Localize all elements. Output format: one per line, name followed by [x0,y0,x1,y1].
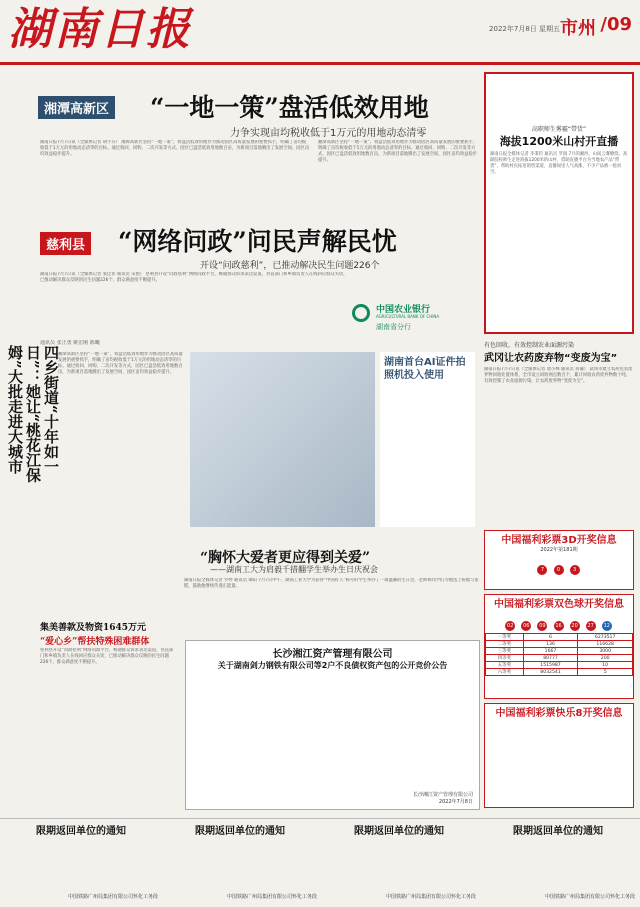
ssq-red-ball: 27 [587,623,594,629]
issue-date: 2022年7月8日 星期五 [489,25,560,33]
juvenile-body [184,578,479,638]
cili-body [40,272,350,320]
asset-notice [185,640,480,810]
xiangtan-text: 湘潭高新区坚持“一地一策”，将盘活低效用地作为推动园区高质量发展的重要抓手，明确了亩均税收低于1万元的用地动态清零的目标。通过收回、回购、二次开发等方式，园区已盘活低效用地数百亩，为新项目落地腾出了发展空间，园区亩均效益稳步提升。 [40,140,310,158]
lottery-3d-ball: 3 [570,565,580,575]
cili-title: “网络问政”问民声解民忧 [118,227,397,256]
teachers-box [484,72,634,334]
wugang-byline: 湖南日报7月7日讯（全媒体记者 唐小林 通讯员 蒋谦） [484,367,589,372]
section-name: 市州 [560,18,596,39]
lottery-kl8-title: 中国福利彩票快乐8开奖信息 [495,708,623,719]
table-row: 三等奖 1667 3000 [486,648,633,655]
table-row: 一等奖 6 6273517 [486,634,633,641]
table-row: 六等奖 8032541 5 [486,669,633,676]
notice-title: 限期返回单位的通知 [354,826,444,837]
vertical-byline: 通讯员 张正勇 姚宏刚 陈曦 [40,340,100,346]
notice-signature: 中国铁路广州局集团有限公司怀化工务段 [385,894,476,900]
notice-2 [163,822,317,904]
lottery-ssq-title: 中国福利彩票双色球开奖信息 [494,599,624,610]
cili-text: 慈利县开设“问政慈利”网络问政平台，畅通群众诉求表达渠道，县直部门和乡镇负责人在线回应群众关切，已推动解决群众反映的民生问题226个，群众满意度不断提升。 [40,272,348,284]
lottery-3d [484,530,634,590]
lottery-3d-ball: 7 [537,565,547,575]
teachers-byline: 湖南日报全媒体记者 李秉钧 通讯员 罗润 [490,152,568,157]
cili-subtitle: 开设“问政慈利”，已推动解决民生问题226个 [200,261,380,271]
masthead-logo: 湖南日报 [8,4,192,55]
teachers-body [486,149,632,319]
lottery-ssq [484,594,634,699]
juvenile-title: “胸怀大爱者更应得到关爱” [200,550,371,566]
teachers-title: 海拔1200米山村开直播 [499,135,619,148]
bank-logo-icon [352,304,370,322]
juvenile-byline: 湖南日报全媒体记者 罗婷 通讯员 谭阳 [184,578,257,583]
ssq-red-ball: 20 [571,623,578,629]
bank-ad [352,300,477,340]
notice-4 [481,822,635,904]
bank-name-en: AGRICULTURAL BANK OF CHINA [376,314,440,319]
ssq-blue-ball: 12 [603,623,610,629]
juvenile-text: 7月7日中午，湖南工业大学为获得“中国好人”称号的学生举办了一场温馨的生日会，老师和同学们为他送上祝福与蛋糕，鼓励他继续传递正能量。 [184,578,479,590]
xiangtan-body [40,140,310,188]
page-number: /09 [600,14,632,35]
notice-3 [322,822,476,904]
bank-name: 中国农业银行 [376,305,431,315]
wugang-kicker: 有色回收，有效控制农业面源污染 [484,342,575,349]
xiangtan-title: “一地一策”盘活低效用地 [150,93,429,122]
lottery-3d-title: 中国福利彩票3D开奖信息 [501,535,617,546]
ssq-red-ball: 06 [523,623,530,629]
xiangtan-byline: 湖南日报7月7日讯（全媒体记者 胡宇芬） [40,140,120,145]
bank-branch: 湖南省分行 [376,323,411,331]
loudi-title: 集美善款及物资1645万元 [40,623,147,633]
asset-notice-title: 长沙湘江资产管理有限公司 [272,649,393,660]
cili-byline: 湖南日报7月7日讯（全媒体记者 张佳伟 通讯员 宋艳） [40,272,145,277]
loudi-body: 慈利县开设“问政慈利”网络问政平台，畅通群众诉求表达渠道，县直部门和乡镇负责人在线回应群众关切，已推动解决群众反映的民生问题226个，群众满意度不断提升。 [40,648,174,666]
lottery-ssq-numbers [485,612,633,631]
notice-signature: 中国铁路广州局集团有限公司怀化工务段 [226,894,317,900]
ssq-red-ball: 02 [507,623,514,629]
table-row: 四等奖 80777 200 [486,655,633,662]
wugang-text: 武冈市建立农药包装废弃物回收处置体系，全市设立回收网点数百个，累计回收农药废弃物数十吨，有效控制了农业面源污染，让农药废弃物“变废为宝”。 [484,367,633,385]
asset-notice-subtitle: 关于湖南剑力钢铁有限公司等2户不良债权资产包的公开竞价公告 [217,661,448,670]
table-row: 二等奖 136 116628 [486,641,633,648]
xiangtan-subtitle: 力争实现亩均税收低于1万元的用地动态清零 [230,128,427,139]
notice-title: 限期返回单位的通知 [36,826,126,837]
lottery-3d-issue: 2022年第181期 [540,547,578,553]
section-tag-xiangtan: 湘潭高新区 [38,96,115,119]
ssq-prize-table [485,633,633,676]
notice-1 [4,822,158,904]
wugang-title: 武冈让农药废弃物“变废为宝” [484,353,618,364]
notices-divider [0,818,640,819]
juvenile-subtitle: ——湖南工大为肩毅千措翻学生举办生日庆祝会 [210,565,378,574]
vertical-article-body: 湘潭高新区坚持“一地一策”，将盘活低效用地作为推动园区高质量发展的重要抓手，明确了亩均税收低于1万元的用地动态清零的目标。通过收回、回购、二次开发等方式，园区已盘活低效用地数百亩，为新项目落地腾出了发展空间，园区亩均效益稳步提升。 [58,352,183,376]
asset-notice-signature: 长沙湘江资产管理有限公司 2022年7月8日 [412,792,473,805]
lottery-3d-numbers [485,556,633,575]
teachers-kicker: 高职师生雾霾“带货” [531,126,587,133]
notice-title: 限期返回单位的通知 [513,826,603,837]
notice-title: 限期返回单位的通知 [195,826,285,837]
photo-caption-box [380,352,475,527]
ssq-red-ball: 09 [539,623,546,629]
vertical-headline: 四乡街道“十年如一日”：她让“桃花江保姆”大批走进大城市 [6,345,60,483]
ssq-red-ball: 16 [555,623,562,629]
xiangtan-body-col2: 湘潭高新区坚持“一地一策”，将盘活低效用地作为推动园区高质量发展的重要抓手，明确了亩均税收低于1万元的用地动态清零的目标。通过收回、回购、二次开发等方式，园区已盘活低效用地数百亩，为新项目落地腾出了发展空间，园区亩均效益稳步提升。 [318,140,478,164]
wugang-article [484,340,634,505]
notice-signature: 中国铁路广州局集团有限公司怀化工务段 [544,894,635,900]
wugang-body [484,367,634,507]
lottery-kl8 [484,703,634,808]
lottery-3d-ball: 0 [554,565,564,575]
section-tag-cili: 慈利县 [40,232,91,255]
notice-signature: 中国铁路广州局集团有限公司怀化工务段 [67,894,158,900]
teachers-text: 7月的湘西，山间云雾缭绕。高职院校师生走进海拔1200米的山村，借助直播平台为当地农产品“带货”，帮助村民拓宽销售渠道，直播间里人气高涨，不少产品被一抢而空。 [490,152,628,176]
masthead-rule [0,62,640,65]
photo-caption-title: 湖南首台AI证件拍照机投入使用 [384,357,466,381]
table-row: 五等奖 1515987 10 [486,662,633,669]
loudi-subtitle: “爱心乡”帮扶特殊困难群体 [40,637,150,647]
ai-photo-machine-image [190,352,375,527]
